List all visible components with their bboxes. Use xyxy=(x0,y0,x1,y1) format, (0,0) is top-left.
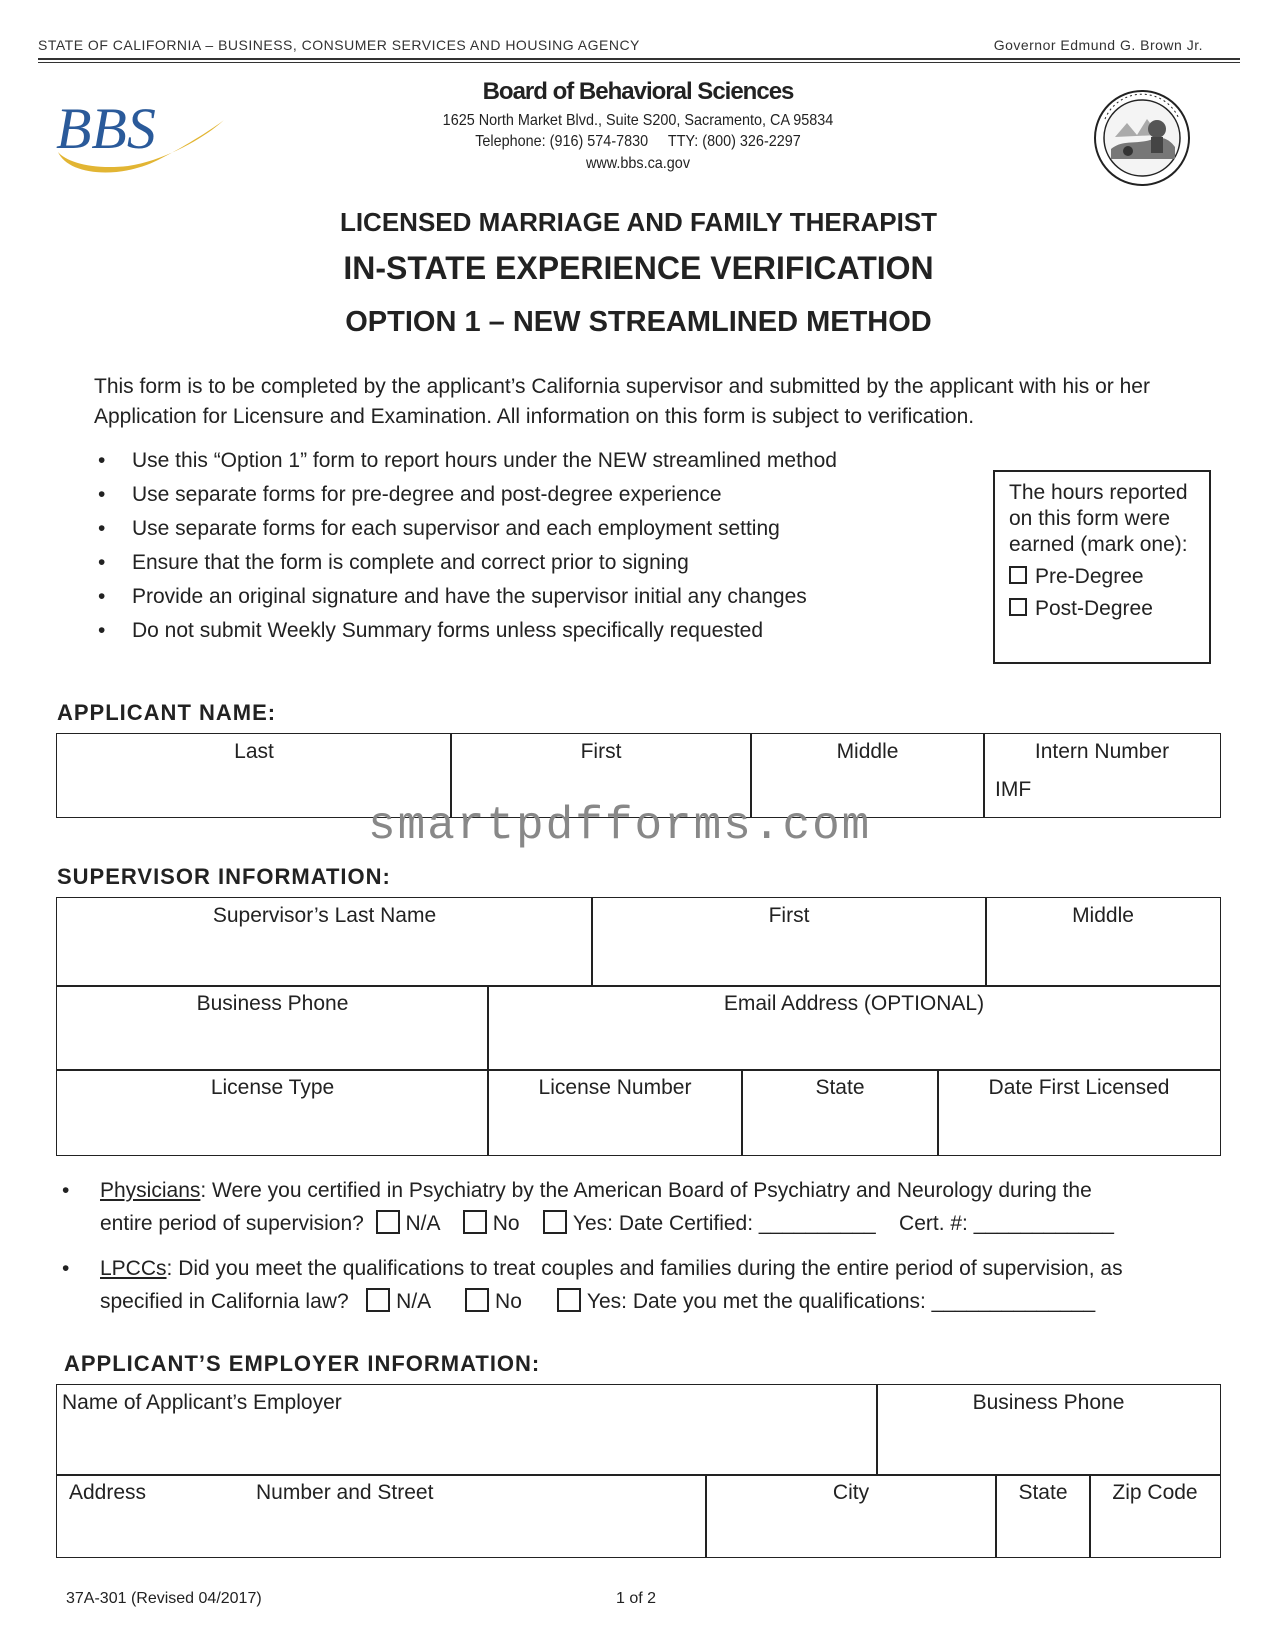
employer-state-field[interactable] xyxy=(995,1474,1091,1558)
date-first-licensed-field[interactable] xyxy=(937,1069,1221,1156)
license-state-field[interactable] xyxy=(741,1069,939,1156)
physicians-no-label: No xyxy=(492,1212,520,1235)
license-number-label: License Number xyxy=(538,1076,692,1099)
employer-street-label: Number and Street xyxy=(256,1481,434,1504)
applicant-first-label: First xyxy=(580,740,622,763)
physicians-na-label: N/A xyxy=(405,1212,440,1235)
title-line2: IN-STATE EXPERIENCE VERIFICATION xyxy=(343,250,934,286)
physicians-text: : Were you certified in Psychiatry by the American Board of Psychiatry and Neurology during the xyxy=(200,1179,1092,1202)
supervisor-last-field[interactable] xyxy=(56,897,593,987)
supervisor-heading: SUPERVISOR INFORMATION: xyxy=(57,864,391,889)
supervisor-middle-label: Middle xyxy=(1072,904,1134,927)
lpcc-no-checkbox[interactable] xyxy=(465,1288,489,1312)
title-line3: OPTION 1 – NEW STREAMLINED METHOD xyxy=(345,306,932,338)
lpcc-label: LPCCs xyxy=(100,1257,167,1280)
instruction-item: • Do not submit Weekly Summary forms unless specifically requested xyxy=(94,614,964,648)
title-line1: LICENSED MARRIAGE AND FAMILY THERAPIST xyxy=(339,207,938,237)
supervisor-first-field[interactable] xyxy=(591,897,987,987)
governor-line: Governor Edmund G. Brown Jr. xyxy=(993,37,1203,53)
physicians-question xyxy=(100,1174,1230,1240)
employer-phone-field[interactable] xyxy=(876,1384,1221,1476)
supervisor-first-label: First xyxy=(768,904,810,927)
post-degree-option[interactable] xyxy=(1009,596,1195,622)
bullet-lpcc: • xyxy=(62,1257,70,1280)
date-first-licensed-label: Date First Licensed xyxy=(988,1076,1170,1099)
license-number-field[interactable] xyxy=(487,1069,743,1156)
instruction-item: • Ensure that the form is complete and correct prior to signing xyxy=(94,546,964,580)
post-degree-label: Post-Degree xyxy=(1035,597,1153,620)
intro-text: This form is to be completed by the applicant’s California supervisor and submitted by the applicant with his or her Application for Licensure and Examination. All information on this form is subject to verification. xyxy=(94,375,1150,428)
form-id: 37A-301 (Revised 04/2017) xyxy=(66,1590,262,1607)
employer-city-label: City xyxy=(832,1481,870,1504)
post-degree-checkbox[interactable] xyxy=(1009,598,1027,616)
pre-degree-checkbox[interactable] xyxy=(1009,566,1027,584)
state-seal-icon xyxy=(1093,89,1191,187)
hours-box-text: The hours reported on this form were earned (mark one): xyxy=(1009,481,1188,556)
license-type-label: License Type xyxy=(210,1076,335,1099)
lpcc-yes-checkbox[interactable] xyxy=(557,1288,581,1312)
employer-phone-label: Business Phone xyxy=(972,1391,1125,1414)
instruction-item: • Use separate forms for each supervisor and each employment setting xyxy=(94,512,964,546)
hours-earned-box xyxy=(993,470,1211,664)
intern-number-field[interactable] xyxy=(983,733,1221,818)
employer-zip-field[interactable] xyxy=(1089,1474,1221,1558)
board-phones xyxy=(368,133,908,151)
physicians-na-checkbox[interactable] xyxy=(376,1210,400,1234)
physicians-text2: entire period of supervision? xyxy=(100,1212,364,1235)
applicant-last-label: Last xyxy=(234,740,274,763)
physicians-cert-number[interactable]: Cert. #: ____________ xyxy=(899,1212,1114,1235)
lpcc-yes-label: Yes: Date you met the qualifications: ______________ xyxy=(586,1290,1096,1313)
intern-number-label: Intern Number xyxy=(1034,740,1170,763)
bbs-logo xyxy=(48,90,228,180)
license-state-label: State xyxy=(815,1076,865,1099)
instruction-item: • Use this “Option 1” form to report hours under the NEW streamlined method xyxy=(94,444,964,478)
intern-prefix: IMF xyxy=(995,778,1032,801)
physicians-label: Physicians xyxy=(100,1179,201,1202)
employer-street-field[interactable] xyxy=(56,1474,707,1558)
header-rule-top xyxy=(38,58,1240,60)
supervisor-phone-field[interactable] xyxy=(56,985,489,1071)
lpcc-text: : Did you meet the qualifications to treat couples and families during the entire period of supervision, as xyxy=(166,1257,1123,1280)
employer-heading: APPLICANT’S EMPLOYER INFORMATION: xyxy=(64,1351,541,1376)
supervisor-email-field[interactable] xyxy=(487,985,1221,1071)
agency-line: STATE OF CALIFORNIA – BUSINESS, CONSUMER SERVICES AND HOUSING AGENCY xyxy=(38,37,640,53)
employer-name-field[interactable] xyxy=(56,1384,878,1476)
supervisor-middle-field[interactable] xyxy=(985,897,1221,987)
employer-state-label: State xyxy=(1018,1481,1068,1504)
instruction-item: • Use separate forms for pre-degree and post-degree experience xyxy=(94,478,964,512)
physicians-yes-checkbox[interactable] xyxy=(543,1210,567,1234)
physicians-yes-label: Yes: Date Certified: __________ xyxy=(572,1212,876,1235)
logo-text: BBS xyxy=(56,96,156,161)
lpcc-text2: specified in California law? xyxy=(100,1290,349,1313)
instruction-item: • Provide an original signature and have the supervisor initial any changes xyxy=(94,580,964,614)
employer-name-label: Name of Applicant’s Employer xyxy=(62,1391,342,1414)
physicians-no-checkbox[interactable] xyxy=(463,1210,487,1234)
supervisor-phone-label: Business Phone xyxy=(196,992,349,1015)
instruction-list xyxy=(94,444,964,648)
employer-zip-label: Zip Code xyxy=(1112,1481,1198,1504)
pre-degree-option[interactable] xyxy=(1009,564,1195,590)
board-address: 1625 North Market Blvd., Suite S200, Sacramento, CA 95834 xyxy=(442,112,834,129)
header-rule-bottom xyxy=(38,62,1240,63)
lpcc-na-checkbox[interactable] xyxy=(366,1288,390,1312)
lpcc-no-label: No xyxy=(495,1290,522,1313)
board-website[interactable]: www.bbs.ca.gov xyxy=(585,155,691,172)
supervisor-last-label: Supervisor’s Last Name xyxy=(212,904,437,927)
board-tty: TTY: (800) 326-2297 xyxy=(667,133,801,150)
watermark: smartpdfforms.com xyxy=(368,800,872,852)
supervisor-email-label: Email Address (OPTIONAL) xyxy=(723,992,985,1015)
lpcc-na-label: N/A xyxy=(396,1290,431,1313)
bullet-physicians: • xyxy=(62,1179,70,1202)
employer-address-label: Address xyxy=(69,1481,147,1504)
board-telephone: Telephone: (916) 574-7830 xyxy=(475,133,649,150)
applicant-heading: APPLICANT NAME: xyxy=(57,700,277,725)
employer-city-field[interactable] xyxy=(705,1474,997,1558)
page-number: 1 of 2 xyxy=(616,1590,657,1607)
applicant-middle-label: Middle xyxy=(836,740,899,763)
license-type-field[interactable] xyxy=(56,1069,489,1156)
board-name: Board of Behavioral Sciences xyxy=(482,78,794,105)
lpcc-question xyxy=(100,1252,1240,1318)
pre-degree-label: Pre-Degree xyxy=(1035,565,1144,588)
